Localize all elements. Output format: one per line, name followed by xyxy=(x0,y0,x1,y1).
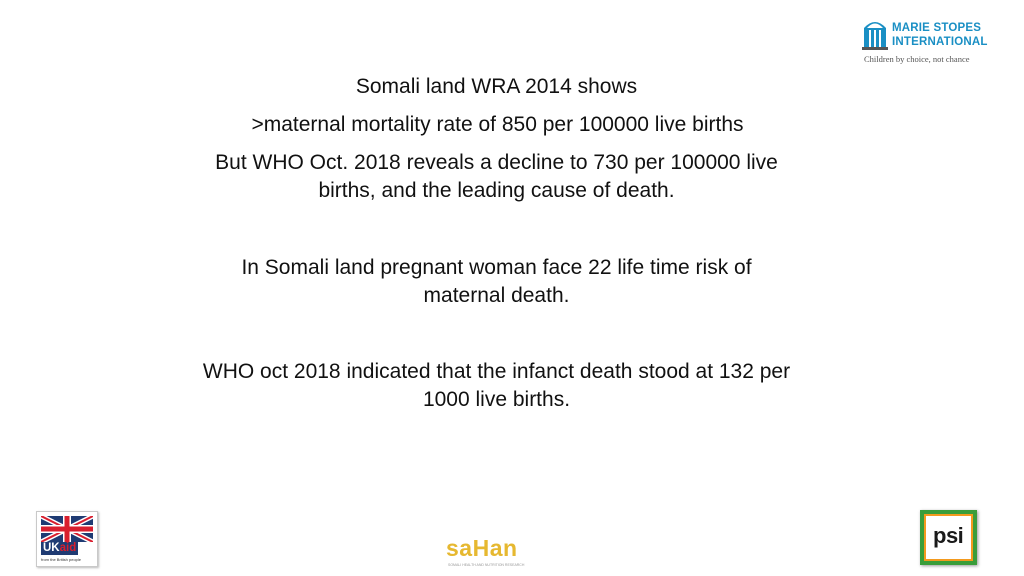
psi-wordmark: psi xyxy=(933,523,964,548)
psi-logo xyxy=(920,510,977,565)
ukaid-wordmark xyxy=(41,542,78,555)
text-line-3: But WHO Oct. 2018 reveals a decline to 730 per 100000 live xyxy=(215,151,778,174)
sahan-logo xyxy=(446,535,538,570)
ukaid-logo xyxy=(36,511,98,567)
ukaid-uk: UK xyxy=(43,542,60,554)
union-flag-icon xyxy=(41,516,93,542)
text-line-7: WHO oct 2018 indicated that the infanct death stood at 132 per xyxy=(202,360,791,383)
text-line-2: >maternal mortality rate of 850 per 100000 live births xyxy=(251,113,744,136)
text-line-5: In Somali land pregnant woman face 22 life time risk of xyxy=(241,256,752,279)
marie-stopes-tagline: Children by choice, not chance xyxy=(864,54,970,64)
ukaid-subtitle: from the British people xyxy=(41,557,82,562)
text-line-4: births, and the leading cause of death. xyxy=(318,179,675,202)
marie-stopes-name-line2: INTERNATIONAL xyxy=(892,36,988,48)
marie-stopes-name-line1: MARIE STOPES xyxy=(892,22,982,34)
text-line-8: 1000 live births. xyxy=(422,388,571,411)
text-line-6: maternal death. xyxy=(423,284,570,307)
ukaid-aid: aid xyxy=(59,542,77,554)
sahan-subtitle: SOMALI HEALTH AND NUTRITION RESEARCH xyxy=(448,563,525,567)
psi-frame xyxy=(924,514,973,561)
text-line-1: Somali land WRA 2014 shows xyxy=(355,75,638,98)
sahan-wordmark: saHan xyxy=(446,535,518,561)
